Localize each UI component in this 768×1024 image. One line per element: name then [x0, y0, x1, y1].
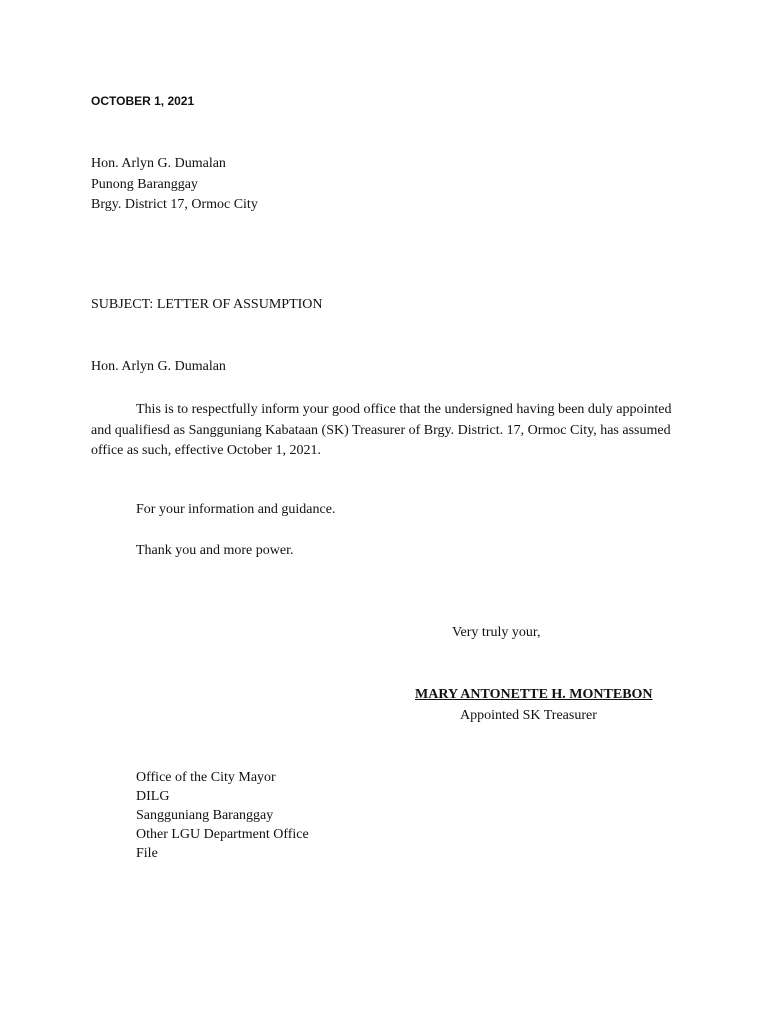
cc-item: DILG — [136, 789, 170, 804]
recipient-block — [91, 154, 258, 216]
recipient-position: Punong Baranggay — [91, 176, 198, 192]
closing-line-information: For your information and guidance. — [136, 502, 336, 517]
cc-item: File — [136, 846, 158, 861]
letter-subject: SUBJECT: LETTER OF ASSUMPTION — [91, 297, 323, 312]
cc-item: Sangguniang Baranggay — [136, 808, 274, 823]
letter-salutation: Hon. Arlyn G. Dumalan — [91, 359, 226, 374]
valediction: Very truly your, — [452, 625, 541, 640]
closing-line-thanks: Thank you and more power. — [136, 543, 294, 558]
cc-item: Office of the City Mayor — [136, 770, 276, 785]
cc-item: Other LGU Department Office — [136, 827, 309, 842]
recipient-address: Brgy. District 17, Ormoc City — [91, 197, 258, 212]
copy-furnished-list — [136, 768, 309, 863]
signer-name: MARY ANTONETTE H. MONTEBON — [415, 687, 653, 702]
letter-date: OCTOBER 1, 2021 — [91, 94, 195, 108]
letter-body-text: This is to respectfully inform your good office that the undersigned having been duly appointed and qualifiesd as Sangguniang Kabataan (SK) Treasurer of Brgy. District. 17, Ormoc City, has assumed office as such, effective October 1, 2021. — [91, 402, 672, 458]
recipient-name: Hon. Arlyn G. Dumalan — [91, 156, 226, 171]
signer-title: Appointed SK Treasurer — [460, 708, 597, 723]
letter-body — [91, 400, 681, 462]
